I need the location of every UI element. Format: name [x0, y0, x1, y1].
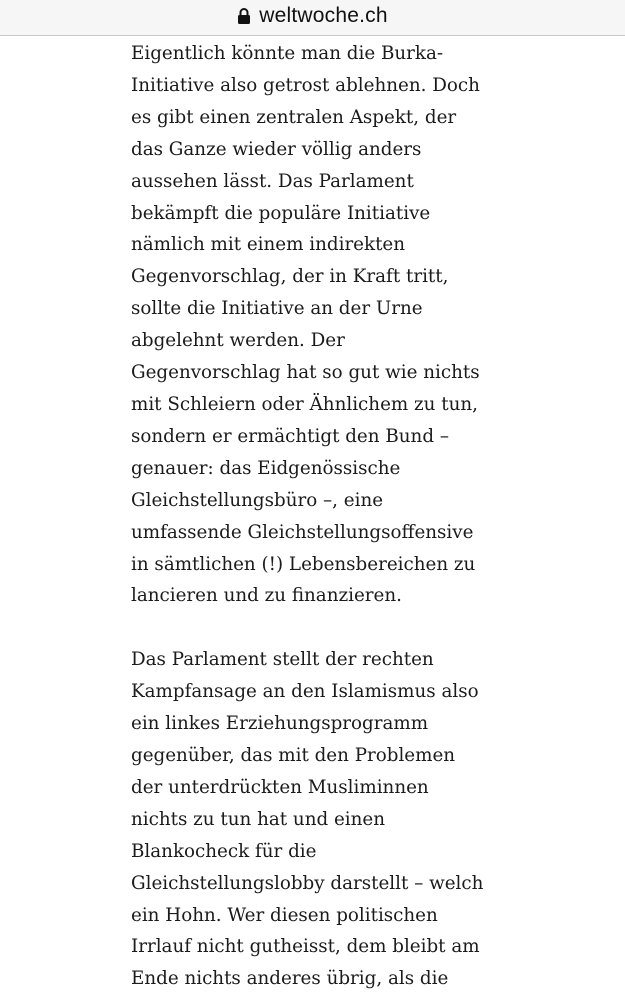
article-text-line: der unterdrückten Musliminnen [131, 776, 429, 798]
article-text-line: genauer: das Eidgenössische [131, 457, 401, 479]
article-text-line: das Ganze wieder völlig anders [131, 138, 422, 160]
article-body [131, 38, 511, 995]
article-paragraph-1 [131, 38, 511, 612]
article-text-line: Gleichstellungsbüro –, eine [131, 489, 384, 511]
article-text-line: sollte die Initiative an der Urne [131, 298, 423, 320]
article-text-line: Initiative also getrost ablehnen. Doch [131, 74, 480, 96]
article-text-line: Gegenvorschlag hat so gut wie nichts [131, 362, 480, 384]
article-text-line: in sämtlichen (!) Lebensbereichen zu [131, 553, 476, 575]
article-text-line: aussehen lässt. Das Parlament [131, 170, 414, 192]
article-text-line: Gleichstellungslobby darstellt – welch [131, 872, 484, 894]
article-text-line: lancieren und zu finanzieren. [131, 585, 402, 607]
paragraph-spacer [131, 612, 511, 644]
article-text-line: nämlich mit einem indirekten [131, 234, 406, 256]
article-text-line: Irrlauf nicht gutheisst, dem bleibt am [131, 936, 480, 958]
article-text-line: umfassende Gleichstellungsoffensive [131, 521, 474, 543]
article-text-line: abgelehnt werden. Der [131, 330, 345, 352]
article-paragraph-2 [131, 644, 511, 995]
address-bar-content[interactable] [237, 4, 387, 28]
lock-icon [237, 7, 251, 25]
article-text-line: Kampfansage an den Islamismus also [131, 681, 479, 703]
article-text-line: Das Parlament stellt der rechten [131, 649, 434, 671]
article-text-line: es gibt einen zentralen Aspekt, der [131, 106, 457, 128]
article-text-line: mit Schleiern oder Ähnlichem zu tun, [131, 393, 478, 415]
article-text-line: Blankocheck für die [131, 840, 317, 862]
article-text-line: ein Hohn. Wer diesen politischen [131, 904, 438, 926]
url-text[interactable]: weltwoche.ch [259, 3, 388, 27]
article-text-line: nichts zu tun hat und einen [131, 808, 386, 830]
article-text-line: bekämpft die populäre Initiative [131, 202, 431, 224]
address-bar[interactable] [0, 0, 625, 36]
article-text-line: sondern er ermächtigt den Bund – [131, 425, 449, 447]
article-text-line: Eigentlich könnte man die Burka- [131, 43, 444, 64]
article-text-line: gegenüber, das mit den Problemen [131, 745, 456, 767]
article-text-line: Ende nichts anderes übrig, als die [131, 968, 449, 990]
article-text-line: ein linkes Erziehungsprogramm [131, 713, 429, 735]
article-text-line: Gegenvorschlag, der in Kraft tritt, [131, 266, 449, 288]
